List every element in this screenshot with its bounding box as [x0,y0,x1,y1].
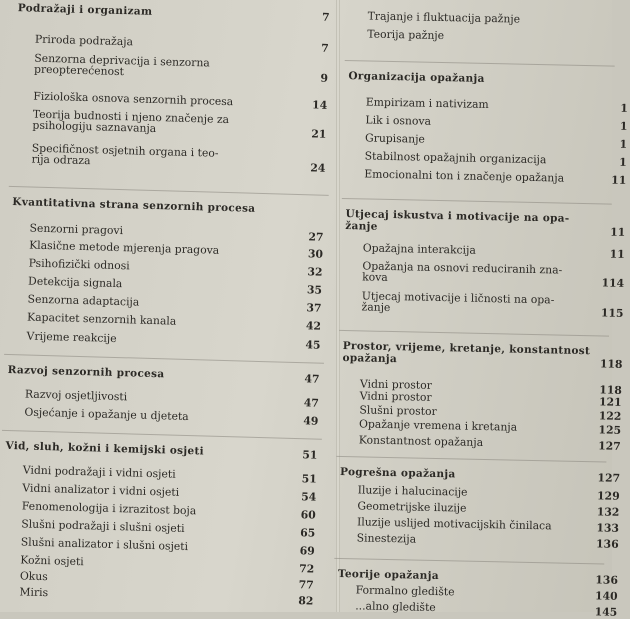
toc-entry [35,34,133,48]
toc-entry-title: Razvoj osjetljivosti [24,387,128,404]
toc-entry-page-number: 122 [598,409,622,423]
toc-entry [29,223,123,237]
toc-entry-page-number: 45 [305,338,321,352]
toc-entry-page-number: 51 [301,472,317,486]
toc-entry-page-number: 127 [598,439,621,453]
section-heading: Razvoj senzornih procesa [7,363,165,381]
section-page-number: 127 [597,471,621,485]
toc-entry-page-number: 7 [321,41,329,55]
toc-entry [23,464,176,479]
toc-entry [31,143,218,170]
section-divider [339,330,609,337]
toc-entry [365,114,431,126]
toc-entry-title: Kožni osjeti [20,553,84,569]
toc-entry [20,570,48,582]
toc-entry-title: Vidni prostor [359,377,433,392]
toc-entry-title: Detekcija signala [27,274,123,291]
toc-entry-page-number: 82 [298,594,314,608]
toc-entry-title: Slušni podražaji i slušni osjeti [21,517,185,535]
toc-entry-page-number: 11 [609,247,625,261]
toc-entry-title: Fenomenologija i izrazitost boja [21,499,197,518]
toc-entry-page-number: 54 [301,490,317,504]
toc-entry-page-number: 121 [598,395,622,409]
toc-entry-page-number: 1 [619,119,628,133]
toc-entry [33,91,233,108]
section-heading: Teorije opažanja [337,567,439,583]
section-page-number: 136 [595,573,619,587]
toc-entry [367,28,444,41]
toc-entry-title: Kapacitet senzornih kanala [26,310,177,328]
page-gutter [336,0,340,612]
toc-entry-title: Utjecaj motivacije i ličnosti na opa- žanje [361,289,555,314]
toc-entry-page-number: 32 [307,265,323,279]
section-page-number: 118 [599,357,623,371]
toc-entry-page-number: 65 [300,526,316,540]
toc-entry-page-number: 30 [307,247,324,261]
toc-entry [29,240,219,256]
toc-entry [361,290,554,316]
section-page-number: 51 [302,448,318,462]
toc-entry-page-number: 114 [601,276,625,290]
toc-entry-title: Vidni prostor [359,389,432,404]
toc-entry-title: Miris [19,585,49,600]
toc-entry [27,311,176,326]
toc-entry-page-number: 35 [306,283,323,297]
toc-entry-title: Slušni prostor [359,403,437,418]
section-divider [342,198,612,205]
section-page-number: 47 [304,372,320,386]
toc-entry-title: Specifičnost osjetnih organa i teo- rija odraza [31,141,219,168]
toc-entry-page-number: 125 [598,423,622,437]
toc-entry [22,482,179,497]
section-heading: Pogrešna opažanja [339,465,456,481]
toc-entry-page-number: 1 [619,137,628,151]
toc-entry-page-number: 69 [299,544,315,558]
toc-entry [19,586,48,598]
toc-entry-page-number: 1 [619,155,627,169]
toc-entry [20,554,84,567]
section-page-number: 11 [610,225,626,239]
toc-entry-page-number: 37 [306,301,322,315]
toc-entry-title: ...alno gledište [355,599,436,615]
section-heading: Prostor, vrijeme, kretanje, konstantnost opažanja [342,340,591,366]
toc-left-column [5,0,334,608]
toc-entry [28,294,140,308]
toc-entry [24,406,189,422]
toc-entry-page-number: 60 [300,508,316,522]
toc-entry-title: Vrijeme reakcije [26,329,117,345]
toc-entry-title: Senzorni pragovi [29,221,124,238]
section-heading: Podražaji i organizam [17,2,153,18]
toc-entry [357,532,417,544]
toc-entry [355,600,436,613]
toc-entry-title: Formalno gledište [355,583,455,599]
toc-entry-title: Vidni analizator i vidni osjeti [22,481,180,499]
toc-entry-title: Konstantnost opažanja [358,433,484,449]
toc-entry-page-number: 9 [320,71,329,85]
toc-entry [32,109,229,136]
section-divider [345,60,615,67]
section-divider [9,186,329,196]
toc-entry [22,500,197,516]
toc-entry-title: Senzorna adaptacija [27,292,140,309]
toc-entry-page-number: 133 [596,521,620,535]
toc-entry [26,330,116,344]
section-divider [4,354,324,364]
toc-entry [365,132,425,144]
toc-entry-page-number: 11 [611,173,627,187]
section-divider [2,430,322,440]
toc-entry-page-number: 145 [594,605,618,619]
toc-entry [364,168,564,183]
toc-entry-title: Psihofizički odnosi [28,256,130,273]
section-heading: Kvantitativna strana senzornih procesa [12,196,256,215]
toc-entry [29,258,130,272]
toc-entry [362,260,562,286]
toc-entry-title: Fiziološka osnova senzornih procesa [33,89,234,109]
toc-entry [368,10,521,24]
toc-entry-title: Klasične metode mjerenja pragova [28,238,220,257]
toc-entry-page-number: 140 [594,589,618,603]
toc-entry [366,96,489,110]
toc-entry-page-number: 21 [311,127,327,141]
toc-entry-title: Osjećanje i opažanje u djeteta [24,405,189,424]
toc-entry-title: Lik i osnova [365,113,432,128]
section-heading: Vid, sluh, kožni i kemijski osjeti [5,439,205,458]
toc-entry [356,584,455,597]
toc-entry [365,150,547,165]
toc-right-column [337,0,628,619]
toc-entry [28,276,123,290]
section-divider [334,558,604,565]
toc-entry [21,518,184,534]
toc-entry-page-number: 27 [308,230,324,244]
toc-entry [359,404,437,417]
toc-entry-page-number: 136 [595,537,619,551]
toc-entry-page-number: 1 [620,101,628,115]
toc-entry-title: Slušni analizator i slušni osjeti [20,535,189,554]
toc-entry-page-number: 77 [298,578,314,592]
toc-entry-page-number: 129 [596,489,620,503]
toc-entry-title: Trajanje i fluktuacija pažnje [367,9,521,26]
toc-entry-title: Geometrijske iluzije [357,499,467,515]
toc-entry-title: Teorija budnosti i njeno značenje za psihologiju saznavanja [32,107,230,136]
toc-entry [34,53,210,80]
toc-entry-title: Iluzije uslijed motivacijskih činilaca [356,515,552,533]
toc-entry-title: Senzorna deprivacija i senzorna preopterećenost [33,51,211,79]
toc-entry-title: Priroda podražaja [34,32,134,49]
toc-entry [357,516,552,531]
toc-entry-page-number: 47 [303,396,320,410]
toc-entry-page-number: 14 [311,98,328,112]
toc-entry-title: Opažanje vremena i kretanja [358,417,518,434]
toc-entry-title: Teorija pažnje [367,27,445,43]
toc-entry [359,418,517,432]
toc-entry-title: Opažajna interakcija [362,241,476,257]
toc-entry-page-number: 115 [600,306,624,320]
toc-entry-title: Stabilnost opažajnih organizacija [364,149,547,167]
toc-entry-title: Emocionalni ton i značenje opažanja [364,167,565,185]
toc-entry-title: Okus [19,569,48,584]
toc-entry-page-number: 49 [303,414,319,428]
section-heading: Organizacija opažanja [348,70,485,85]
toc-entry [363,242,476,255]
toc-entry-title: Vidni podražaji i vidni osjeti [22,463,176,481]
toc-entry-page-number: 24 [310,161,326,175]
toc-entry [25,388,127,402]
toc-entry-title: Iluzije i halucinacije [357,483,468,499]
toc-entry-title: Opažanja na osnovi reduciranih zna- kova [362,259,563,284]
toc-entry-title: Empirizam i nativizam [365,95,489,112]
toc-entry [357,500,466,513]
section-heading: Utjecaj iskustva i motivacije na opa- žanje [345,208,570,233]
toc-entry-page-number: 42 [305,319,322,333]
toc-entry [360,390,432,403]
toc-entry-page-number: 72 [299,562,315,576]
section-divider [336,456,606,463]
section-page-number: 7 [321,10,330,24]
toc-entry [358,484,468,497]
toc-entry-page-number: 132 [596,505,620,519]
toc-entry-page-number: 118 [599,383,623,397]
toc-entry [359,434,484,448]
toc-entry-title: Grupisanje [364,131,426,146]
toc-entry-title: Sinestezija [356,531,417,546]
toc-entry [21,536,189,552]
